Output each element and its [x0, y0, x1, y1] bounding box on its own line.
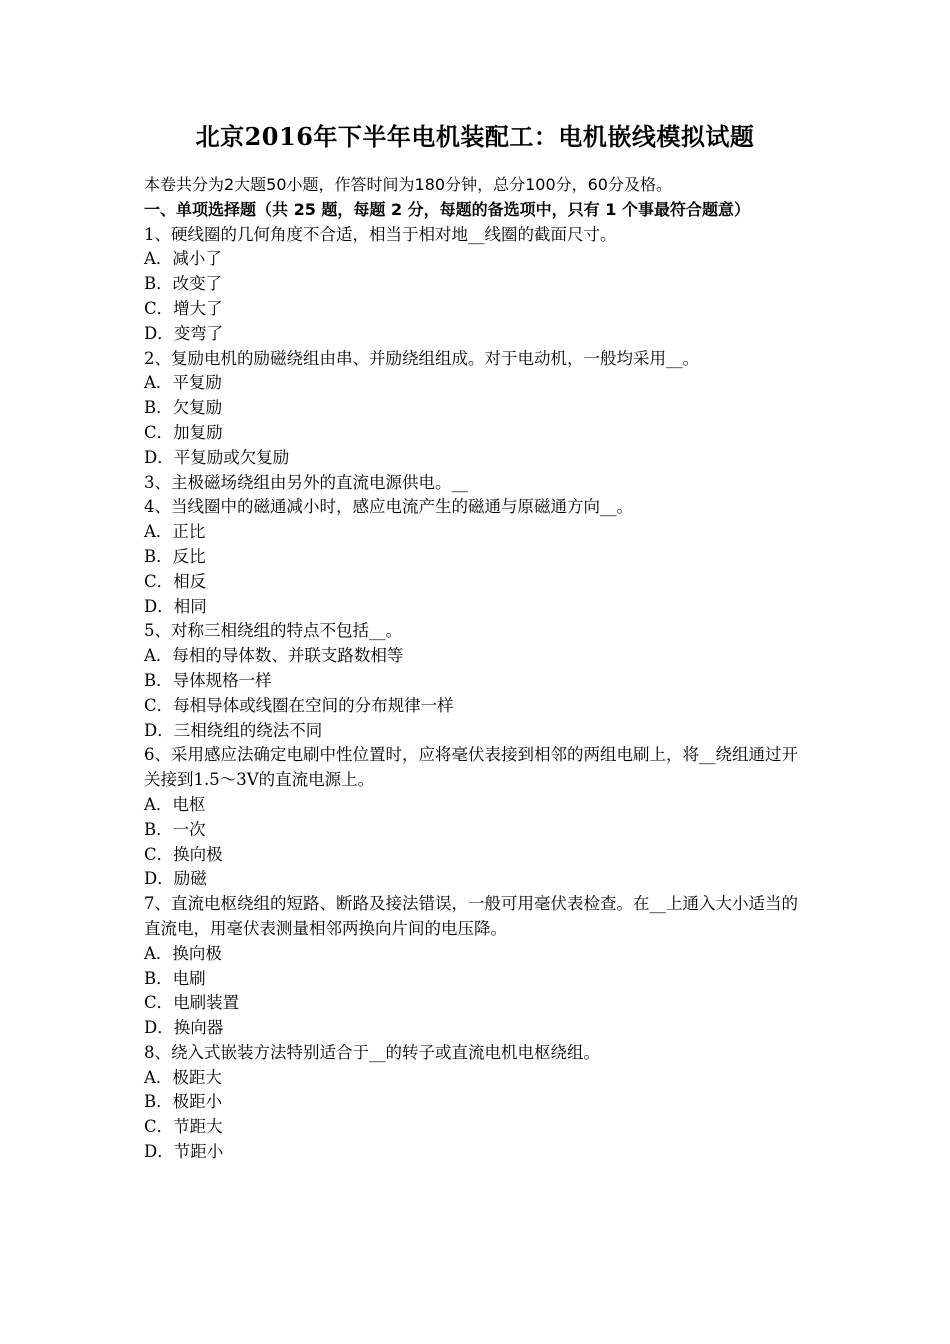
option-letter: D．: [144, 596, 174, 616]
question-text: 7、直流电枢绕组的短路、断路及接法错误，一般可用毫伏表检查。在__上通入大小适当的直流电，用毫伏表测量相邻两换向片间的电压降。: [144, 894, 798, 938]
option-text: 电枢: [172, 794, 206, 814]
option-letter: B．: [144, 670, 173, 690]
answer-option: [144, 991, 812, 1016]
option-text: 励磁: [173, 869, 207, 889]
option-text: 相同: [173, 596, 207, 616]
question-text: 6、采用感应法确定电刷中性位置时，应将毫伏表接到相邻的两组电刷上，将__绕组通过开关接到1.5～3V的直流电源上。: [144, 745, 798, 790]
answer-option: [144, 1090, 812, 1115]
option-text: 极距小: [172, 1092, 223, 1112]
answer-option: [144, 669, 812, 694]
option-letter: A．: [144, 646, 173, 666]
option-letter: D．: [144, 1142, 174, 1162]
answer-option: [144, 719, 812, 744]
answer-option: [144, 942, 812, 967]
question-list: [144, 223, 812, 1165]
answer-option: [144, 967, 812, 992]
option-text: 增大了: [173, 298, 223, 318]
option-letter: B．: [144, 398, 173, 418]
option-letter: B．: [144, 819, 173, 839]
option-letter: A．: [144, 1067, 173, 1087]
answer-option: [144, 1140, 812, 1165]
answer-option: [144, 1115, 812, 1140]
option-text: 一次: [172, 819, 206, 839]
option-letter: D．: [144, 447, 174, 467]
answer-option: [144, 843, 812, 868]
answer-option: [144, 396, 812, 421]
answer-option: [144, 421, 812, 446]
document-body: [144, 173, 812, 1165]
option-text: 减小了: [172, 249, 222, 269]
answer-option: [144, 595, 812, 620]
question-text: 2、复励电机的励磁绕组由串、并励绕组组成。对于电动机，一般均采用__。: [144, 348, 699, 368]
answer-option: [144, 644, 812, 669]
answer-option: [144, 371, 812, 396]
option-text: 换向极: [172, 943, 222, 963]
document-title: 北京2016年下半年电机装配工：电机嵌线模拟试题: [195, 122, 755, 151]
option-text: 换向极: [173, 844, 223, 864]
section-heading: 一、单项选择题（共 25 题，每题 2 分，每题的备选项中，只有 1 个事最符合题意）: [144, 199, 750, 219]
option-text: 节距小: [173, 1142, 224, 1162]
option-letter: C．: [144, 844, 174, 864]
exam-intro: 本卷共分为2大题50小题，作答时间为180分钟，总分100分，60分及格。: [144, 175, 672, 194]
option-text: 节距大: [173, 1117, 223, 1137]
option-letter: C．: [144, 1117, 174, 1137]
option-letter: D．: [144, 1018, 174, 1038]
option-text: 欠复励: [172, 398, 223, 418]
question-text: 3、主极磁场绕组由另外的直流电源供电。__: [144, 472, 468, 492]
option-text: 平复励: [172, 373, 222, 393]
question-text: 1、硬线圈的几何角度不合适，相当于相对地__线圈的截面尺寸。: [144, 224, 617, 244]
question-text: 8、绕入式嵌装方法特别适合于__的转子或直流电机电枢绕组。: [144, 1042, 600, 1062]
option-text: 每相导体或线圈在空间的分布规律一样: [173, 695, 454, 715]
option-letter: C．: [144, 993, 174, 1013]
answer-option: [144, 570, 812, 595]
option-letter: D．: [144, 869, 174, 889]
option-text: 变弯了: [173, 323, 224, 343]
answer-option: [144, 446, 812, 471]
option-letter: C．: [144, 695, 174, 715]
option-text: 反比: [172, 546, 206, 566]
answer-option: [144, 247, 812, 272]
option-letter: B．: [144, 546, 173, 566]
option-text: 换向器: [173, 1018, 224, 1038]
option-letter: B．: [144, 968, 173, 988]
answer-option: [144, 297, 812, 322]
option-letter: A．: [144, 943, 173, 963]
answer-option: [144, 793, 812, 818]
answer-option: [144, 694, 812, 719]
option-text: 电刷装置: [173, 993, 240, 1013]
option-text: 正比: [172, 522, 206, 542]
option-letter: C．: [144, 298, 174, 318]
option-letter: B．: [144, 274, 173, 294]
option-letter: A．: [144, 522, 173, 542]
option-letter: C．: [144, 571, 174, 591]
option-letter: D．: [144, 323, 174, 343]
option-letter: A．: [144, 373, 173, 393]
option-text: 每相的导体数、并联支路数相等: [172, 646, 404, 666]
answer-option: [144, 322, 812, 347]
answer-option: [144, 520, 812, 545]
option-letter: C．: [144, 422, 174, 442]
answer-option: [144, 1016, 812, 1041]
option-text: 电刷: [172, 968, 206, 988]
question-text: 5、对称三相绕组的特点不包括__。: [144, 621, 402, 641]
option-text: 极距大: [172, 1067, 222, 1087]
answer-option: [144, 818, 812, 843]
option-text: 改变了: [172, 274, 223, 294]
option-text: 平复励或欠复励: [173, 447, 290, 467]
option-letter: A．: [144, 249, 173, 269]
option-text: 导体规格一样: [172, 670, 272, 690]
answer-option: [144, 867, 812, 892]
answer-option: [144, 272, 812, 297]
option-letter: A．: [144, 794, 173, 814]
answer-option: [144, 1066, 812, 1091]
option-text: 加复励: [173, 422, 223, 442]
option-text: 相反: [173, 571, 207, 591]
option-text: 三相绕组的绕法不同: [173, 720, 323, 740]
option-letter: D．: [144, 720, 174, 740]
answer-option: [144, 545, 812, 570]
question-text: 4、当线圈中的磁通减小时，感应电流产生的磁通与原磁通方向__。: [144, 497, 633, 517]
option-letter: B．: [144, 1092, 173, 1112]
